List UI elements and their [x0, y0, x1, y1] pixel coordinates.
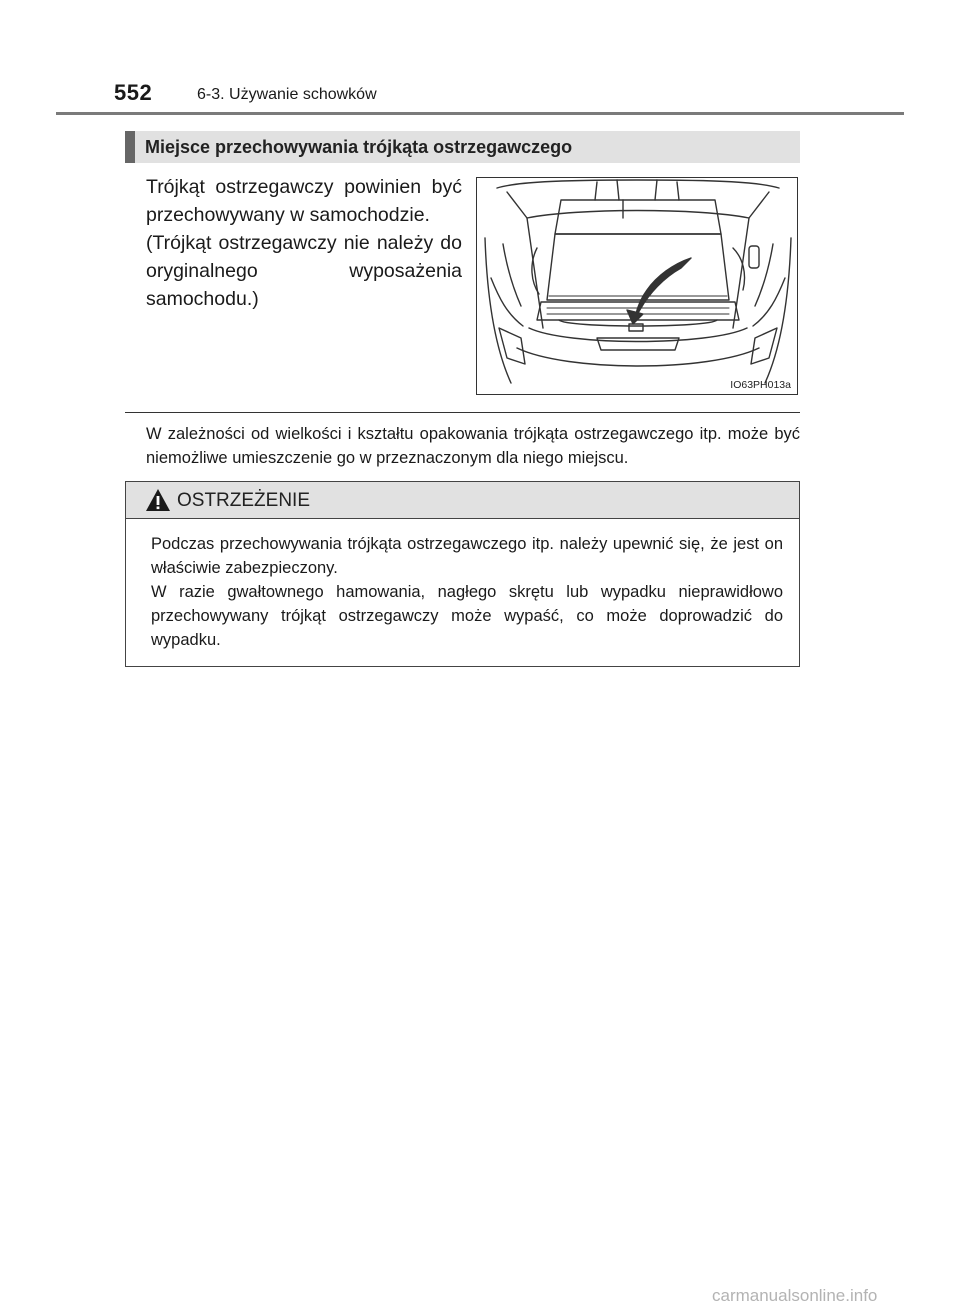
note-text: W zależności od wielkości i kształtu opakowania trójkąta ostrzegawczego itp. może być niemożliwe umieszczenie go w przeznaczonym dla niego miejscu. — [146, 425, 800, 467]
warning-box — [125, 481, 800, 667]
warning-paragraph-1: Podczas przechowywania trójkąta ostrzegawczego itp. należy upewnić się, że jest on właściwie zabezpieczony. — [151, 535, 783, 577]
car-trunk-illustration — [477, 178, 798, 395]
section-divider — [125, 412, 800, 413]
warning-paragraph-2: W razie gwałtownego hamowania, nagłego skrętu lub wypadku nieprawidłowo przechowywany trójkąt ostrzegawczy może wypaść, co może doprowadzić do wypadku. — [151, 583, 783, 649]
chapter-title: 6-3. Używanie schowków — [197, 86, 377, 103]
intro-paragraph-2: (Trójkąt ostrzegawczy nie należy do oryginalnego wyposażenia samochodu.) — [146, 232, 462, 310]
warning-title: OSTRZEŻENIE — [177, 490, 311, 511]
intro-text — [146, 173, 462, 313]
section-title-bar — [125, 131, 800, 163]
intro-paragraph-1: Trójkąt ostrzegawczy powinien być przechowywany w samochodzie. — [146, 176, 462, 226]
car-trunk-figure — [476, 177, 798, 395]
section-marker — [125, 131, 135, 163]
figure-code: IO63PH013a — [730, 379, 791, 391]
section-title: Miejsce przechowywania trójkąta ostrzegawczego — [145, 137, 573, 157]
warning-header — [126, 482, 799, 519]
warning-body — [151, 532, 783, 652]
page-number: 552 — [114, 80, 153, 105]
warning-triangle-icon — [145, 488, 171, 512]
watermark: carmanualsonline.info — [712, 1286, 878, 1305]
header-rule — [56, 112, 904, 115]
